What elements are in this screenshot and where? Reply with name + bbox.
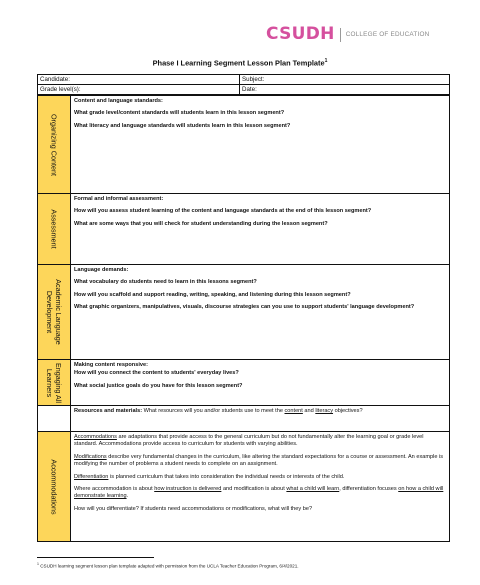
modifications-definition bbox=[74, 454, 446, 469]
academic-language-row bbox=[38, 264, 449, 359]
organizing-question-2: What literacy and language standards will students learn in this lesson segment? bbox=[74, 122, 291, 129]
academic-intro: Language demands: bbox=[74, 267, 129, 273]
logo-college-name: COLLEGE OF EDUCATION bbox=[345, 31, 430, 38]
engaging-question-1: How will you connect the content to students' everyday lives? bbox=[74, 370, 239, 377]
engaging-question-2: What social justice goals do you have for this lesson segment? bbox=[74, 382, 243, 389]
academic-label-line-2: Development bbox=[45, 290, 54, 334]
footnote-mark: 1 bbox=[37, 562, 39, 566]
resources-text-1: What resources will you and/or students use to meet the bbox=[142, 408, 285, 414]
differentiate-question: How will you differentiate? If students need accommodations or modifications, what will they be? bbox=[74, 506, 313, 513]
csudh-logo bbox=[266, 26, 429, 43]
engaging-learners-row bbox=[38, 359, 449, 405]
accommodations-term: Accommodations bbox=[74, 434, 117, 440]
header-info-table bbox=[37, 74, 450, 95]
lesson-plan-table bbox=[37, 95, 450, 542]
comparison-text-1: Where accommodation is about bbox=[74, 486, 155, 493]
resources-label-cell bbox=[38, 406, 71, 431]
comparison-underline-1: how instruction is delivered bbox=[154, 486, 222, 493]
organizing-question-1: What grade level/content standards will students learn in this lesson segment? bbox=[74, 110, 285, 117]
engaging-label-line-2: Learners bbox=[45, 368, 54, 397]
organizing-content-label-cell bbox=[38, 96, 71, 193]
academic-question-1: What vocabulary do students need to learn in this lessons segment? bbox=[74, 279, 257, 286]
assessment-label: Assessment bbox=[49, 209, 59, 249]
subject-field[interactable]: Subject: bbox=[240, 75, 450, 85]
footnote-text: CSUDH learning segment lesson plan template adapted with permission from the UCLA Teacher Education Program, 6/4/2021. bbox=[38, 563, 299, 569]
resources-text-3: objectives? bbox=[333, 408, 363, 414]
academic-language-label bbox=[45, 279, 63, 345]
academic-question-2: How will you scaffold and support reading, writing, speaking, and listening during this lesson segment? bbox=[74, 291, 351, 298]
comparison-underline-2: what a child will learn bbox=[286, 486, 340, 493]
engaging-learners-label bbox=[45, 363, 63, 403]
comparison-text-2: and modification is about bbox=[221, 486, 287, 493]
accommodations-cell[interactable] bbox=[71, 432, 449, 541]
organizing-content-row bbox=[38, 96, 449, 193]
resources-cell[interactable] bbox=[71, 406, 449, 431]
organizing-content-cell[interactable] bbox=[71, 96, 449, 193]
logo-divider bbox=[340, 28, 341, 42]
logo-wordmark: CSUDH bbox=[266, 24, 335, 44]
academic-language-cell[interactable] bbox=[71, 265, 449, 359]
accommodations-row bbox=[38, 431, 449, 541]
title-text: Phase I Learning Segment Lesson Plan Template bbox=[152, 58, 325, 68]
differentiation-definition bbox=[74, 474, 446, 481]
academic-language-label-cell bbox=[38, 265, 71, 359]
academic-question-3: What graphic organizers, manipulatives, visuals, discourse strategies can you use to support students' language development? bbox=[74, 304, 415, 311]
differentiation-term: Differentiation bbox=[74, 473, 109, 480]
accommodations-label: Accommodations bbox=[49, 458, 59, 515]
date-field[interactable]: Date: bbox=[240, 85, 450, 95]
academic-label-line-1: Academic Language bbox=[54, 279, 63, 345]
assessment-intro: Formal and informal assessment: bbox=[74, 196, 164, 202]
document-title bbox=[0, 58, 480, 67]
assessment-question-1: How will you assess student learning of the content and language standards at the end of this lesson segment? bbox=[74, 208, 372, 215]
footnote-divider bbox=[37, 557, 154, 558]
resources-content-link: content bbox=[284, 408, 303, 414]
resources-lead: Resources and materials: bbox=[74, 408, 143, 414]
comparison-paragraph bbox=[74, 486, 446, 501]
resources-literacy-link: literacy bbox=[315, 408, 334, 414]
accommodations-definition bbox=[74, 434, 446, 449]
comparison-underline-3: on how a child will demonstrate learning bbox=[74, 486, 444, 500]
comparison-text-4: . bbox=[126, 493, 129, 500]
title-footnote-mark: 1 bbox=[324, 58, 328, 64]
assessment-question-2: What are some ways that you will check for student understanding during the lesson segment? bbox=[74, 220, 328, 227]
resources-text bbox=[74, 408, 446, 415]
accommodations-label-cell bbox=[38, 432, 71, 541]
assessment-cell[interactable] bbox=[71, 194, 449, 264]
organizing-content-label: Organizing Content bbox=[49, 113, 59, 176]
assessment-row bbox=[38, 193, 449, 264]
organizing-intro: Content and language standards: bbox=[74, 98, 163, 104]
resources-row bbox=[38, 405, 449, 431]
assessment-label-cell bbox=[38, 194, 71, 264]
grade-level-field[interactable]: Grade level(s): bbox=[38, 85, 240, 95]
modifications-text: describe very fundamental changes in the curriculum, like altering the standard expectations for a course or assessment. An example is modifying the number of problems a student needs to complete on an assignment. bbox=[74, 453, 444, 468]
footnote bbox=[37, 562, 299, 569]
engaging-learners-cell[interactable] bbox=[71, 360, 449, 405]
engaging-label-line-1: Engaging All bbox=[54, 362, 63, 403]
engaging-learners-label-cell bbox=[38, 360, 71, 405]
modifications-term: Modifications bbox=[74, 453, 107, 460]
candidate-field[interactable]: Candidate: bbox=[38, 75, 240, 85]
accommodations-text: are adaptations that provide access to the general curriculum but do not fundamentally alter the learning goal or grade level standard. Accommodations provide access to curriculum for students with varying abilities. bbox=[74, 434, 424, 448]
differentiation-text: is planned curriculum that takes into consideration the individual needs or interests of the child. bbox=[108, 473, 345, 480]
engaging-intro: Making content responsive: bbox=[74, 362, 148, 368]
resources-text-2: and bbox=[302, 408, 316, 414]
comparison-text-3: , differentiation focuses bbox=[339, 486, 399, 493]
